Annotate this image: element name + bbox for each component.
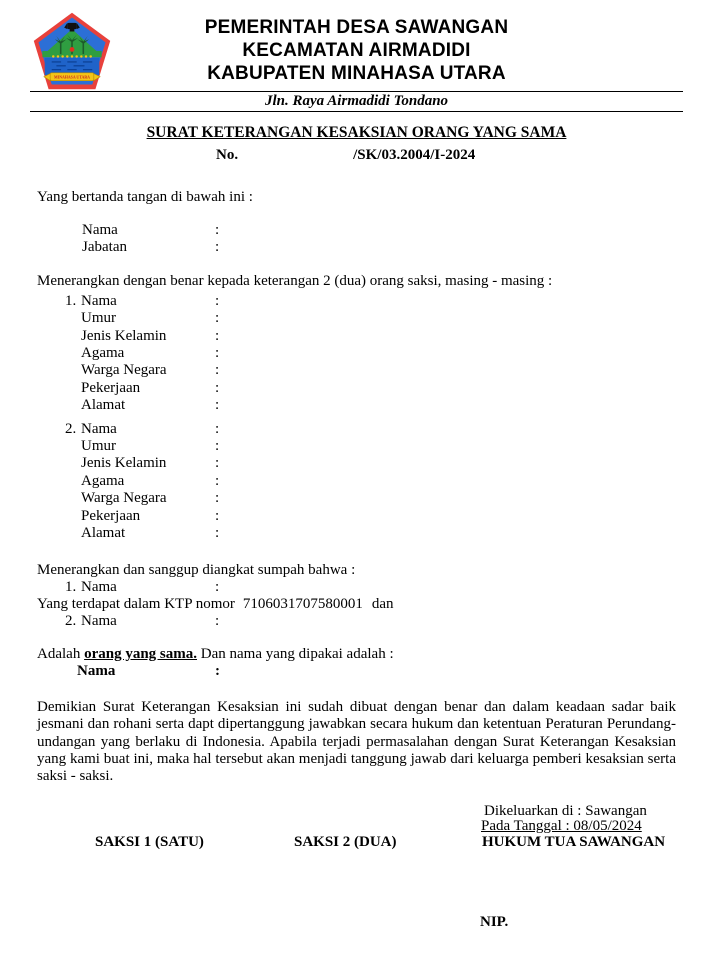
field-label: Umur	[81, 310, 116, 327]
field-value	[225, 310, 676, 327]
field-label: Warga Negara	[81, 490, 167, 507]
field-colon: :	[215, 438, 220, 455]
oath-item-1	[37, 579, 676, 596]
ktp-suffix: dan	[371, 595, 394, 612]
field-row	[65, 380, 676, 397]
ktp-prefix: Yang terdapat dalam KTP nomor	[37, 595, 235, 612]
title-block	[0, 124, 713, 164]
field-label: Agama	[81, 472, 125, 489]
issued-date-line: Pada Tanggal : 08/05/2024	[481, 818, 642, 835]
official-fields	[37, 222, 676, 257]
header-divider-bottom	[30, 111, 683, 112]
field-label: Nama	[81, 292, 117, 309]
item-number	[65, 525, 81, 542]
official-title-label: HUKUM TUA SAWANGAN	[482, 834, 666, 851]
ktp-line	[37, 596, 676, 613]
conclusion-suffix: Dan nama yang dipakai adalah :	[197, 645, 394, 662]
field-colon: :	[215, 345, 220, 362]
item-number	[65, 455, 81, 472]
nip-label: NIP.	[480, 914, 509, 931]
field-colon: :	[215, 222, 220, 238]
field-row	[65, 345, 676, 362]
field-value	[225, 293, 676, 310]
letterhead-line2: KECAMATAN AIRMADIDI	[242, 40, 471, 61]
letterhead-line1: PEMERINTAH DESA SAWANGAN	[204, 17, 509, 38]
field-row	[65, 508, 676, 525]
conclusion-prefix: Adalah	[37, 645, 85, 662]
field-value	[225, 508, 676, 525]
field-label: Alamat	[81, 397, 126, 414]
field-row	[65, 525, 676, 542]
field-row	[65, 455, 676, 472]
logo-banner-text: MINAHASA UTARA	[54, 75, 90, 80]
field-row-jabatan	[37, 239, 676, 256]
witness-1-block	[37, 293, 676, 415]
document-title: SURAT KETERANGAN KESAKSIAN ORANG YANG SAMA	[146, 124, 567, 141]
number-label: No.	[216, 147, 239, 163]
field-row	[65, 421, 676, 438]
item-number	[65, 362, 81, 379]
field-colon: :	[215, 362, 220, 379]
field-row-nama	[37, 222, 676, 239]
field-row	[65, 473, 676, 490]
witness-intro-line: Menerangkan dengan benar kepada keterangan 2 (dua) orang saksi, masing - masing :	[37, 272, 553, 289]
item-number: 2.	[65, 420, 77, 437]
document-body	[0, 189, 713, 954]
field-label: Umur	[81, 438, 116, 455]
field-value	[225, 663, 676, 680]
field-colon: :	[215, 327, 220, 344]
oath-item-2	[37, 613, 676, 630]
field-row	[65, 362, 676, 379]
field-value	[225, 397, 676, 414]
field-value	[225, 362, 676, 379]
document-number-line	[0, 147, 713, 164]
logo-red-fruit	[70, 47, 75, 52]
item-number: 2.	[65, 613, 77, 630]
field-value	[225, 525, 676, 542]
logo-banner	[44, 73, 100, 81]
field-label: Jenis Kelamin	[81, 327, 167, 344]
field-colon: :	[215, 578, 220, 595]
field-label: Nama	[81, 578, 117, 595]
intro-line: Yang bertanda tangan di bawah ini :	[37, 189, 253, 205]
item-number	[65, 328, 81, 345]
witness-2-block	[37, 421, 676, 543]
item-number	[65, 438, 81, 455]
number-value: /SK/03.2004/I-2024	[353, 147, 476, 163]
item-number	[65, 508, 81, 525]
field-label: Jenis Kelamin	[81, 455, 167, 472]
item-number	[65, 473, 81, 490]
field-label: Pekerjaan	[81, 379, 141, 396]
village-emblem-logo	[33, 12, 111, 90]
signature-area	[37, 804, 676, 954]
field-colon: :	[215, 662, 220, 679]
item-number: 1.	[65, 292, 77, 309]
field-label: Nama	[77, 662, 116, 679]
field-value	[225, 222, 676, 239]
field-value	[225, 579, 676, 596]
field-value	[225, 613, 676, 630]
field-colon: :	[215, 525, 220, 542]
field-value	[225, 490, 676, 507]
field-colon: :	[215, 292, 220, 309]
field-label: Nama	[82, 222, 118, 238]
field-label: Agama	[81, 345, 125, 362]
field-label: Nama	[81, 613, 117, 630]
item-number	[65, 310, 81, 327]
field-value	[225, 345, 676, 362]
ktp-number: 7106031707580001	[242, 595, 363, 612]
field-label: Warga Negara	[81, 362, 167, 379]
item-number	[65, 380, 81, 397]
field-colon: :	[215, 239, 220, 256]
field-label: Jabatan	[82, 239, 127, 256]
item-number	[65, 490, 81, 507]
field-label: Alamat	[81, 525, 126, 542]
letterhead	[0, 0, 713, 85]
field-value	[225, 328, 676, 345]
logo-shore-dots	[52, 55, 92, 57]
field-colon: :	[215, 507, 220, 524]
issued-at-line: Dikeluarkan di : Sawangan	[484, 803, 647, 820]
field-row	[65, 310, 676, 327]
letterhead-line3: KABUPATEN MINAHASA UTARA	[207, 63, 506, 84]
letterhead-address: Jln. Raya Airmadidi Tondano	[264, 93, 449, 109]
field-label: Nama	[81, 420, 117, 437]
witness2-signature-label: SAKSI 2 (DUA)	[294, 834, 397, 851]
field-value	[225, 421, 676, 438]
field-colon: :	[215, 310, 220, 327]
item-number	[65, 345, 81, 362]
field-colon: :	[215, 379, 220, 396]
field-colon: :	[215, 490, 220, 507]
field-row	[65, 293, 676, 310]
field-colon: :	[215, 455, 220, 472]
field-row	[65, 397, 676, 414]
field-value	[225, 438, 676, 455]
field-colon: :	[215, 397, 220, 414]
conclusion-line	[37, 646, 676, 663]
field-value	[225, 455, 676, 472]
field-row	[65, 328, 676, 345]
field-label: Pekerjaan	[81, 507, 141, 524]
field-colon: :	[215, 472, 220, 489]
conclusion-emphasis: orang yang sama.	[84, 645, 198, 662]
field-value	[225, 239, 676, 256]
field-colon: :	[215, 420, 220, 437]
closing-paragraph: Demikian Surat Keterangan Kesaksian ini sudah dibuat dengan benar dan dalam keadaan sadar baik jesmani dan rohani serta dapt dipertanggung jawabkan secara hukum dan ketentuan Peraturan Perundang-undangan yang berlaku di Indonesia. Apabila terjadi permasalahan dengan Surat Keterangan Kesaksian yang kami buat ini, maka hal tersebut akan menjadi tanggung jawab dari keluarga pemberi kesaksian serta saksi - saksi.	[37, 699, 676, 784]
conclusion-name-row	[37, 663, 676, 680]
field-row	[65, 438, 676, 455]
witness1-signature-label: SAKSI 1 (SATU)	[95, 834, 204, 851]
item-number	[65, 397, 81, 414]
field-value	[225, 380, 676, 397]
field-colon: :	[215, 613, 220, 630]
field-value	[225, 473, 676, 490]
oath-intro-line: Menerangkan dan sanggup diangkat sumpah bahwa :	[37, 561, 356, 578]
field-row	[65, 490, 676, 507]
item-number: 1.	[65, 578, 77, 595]
